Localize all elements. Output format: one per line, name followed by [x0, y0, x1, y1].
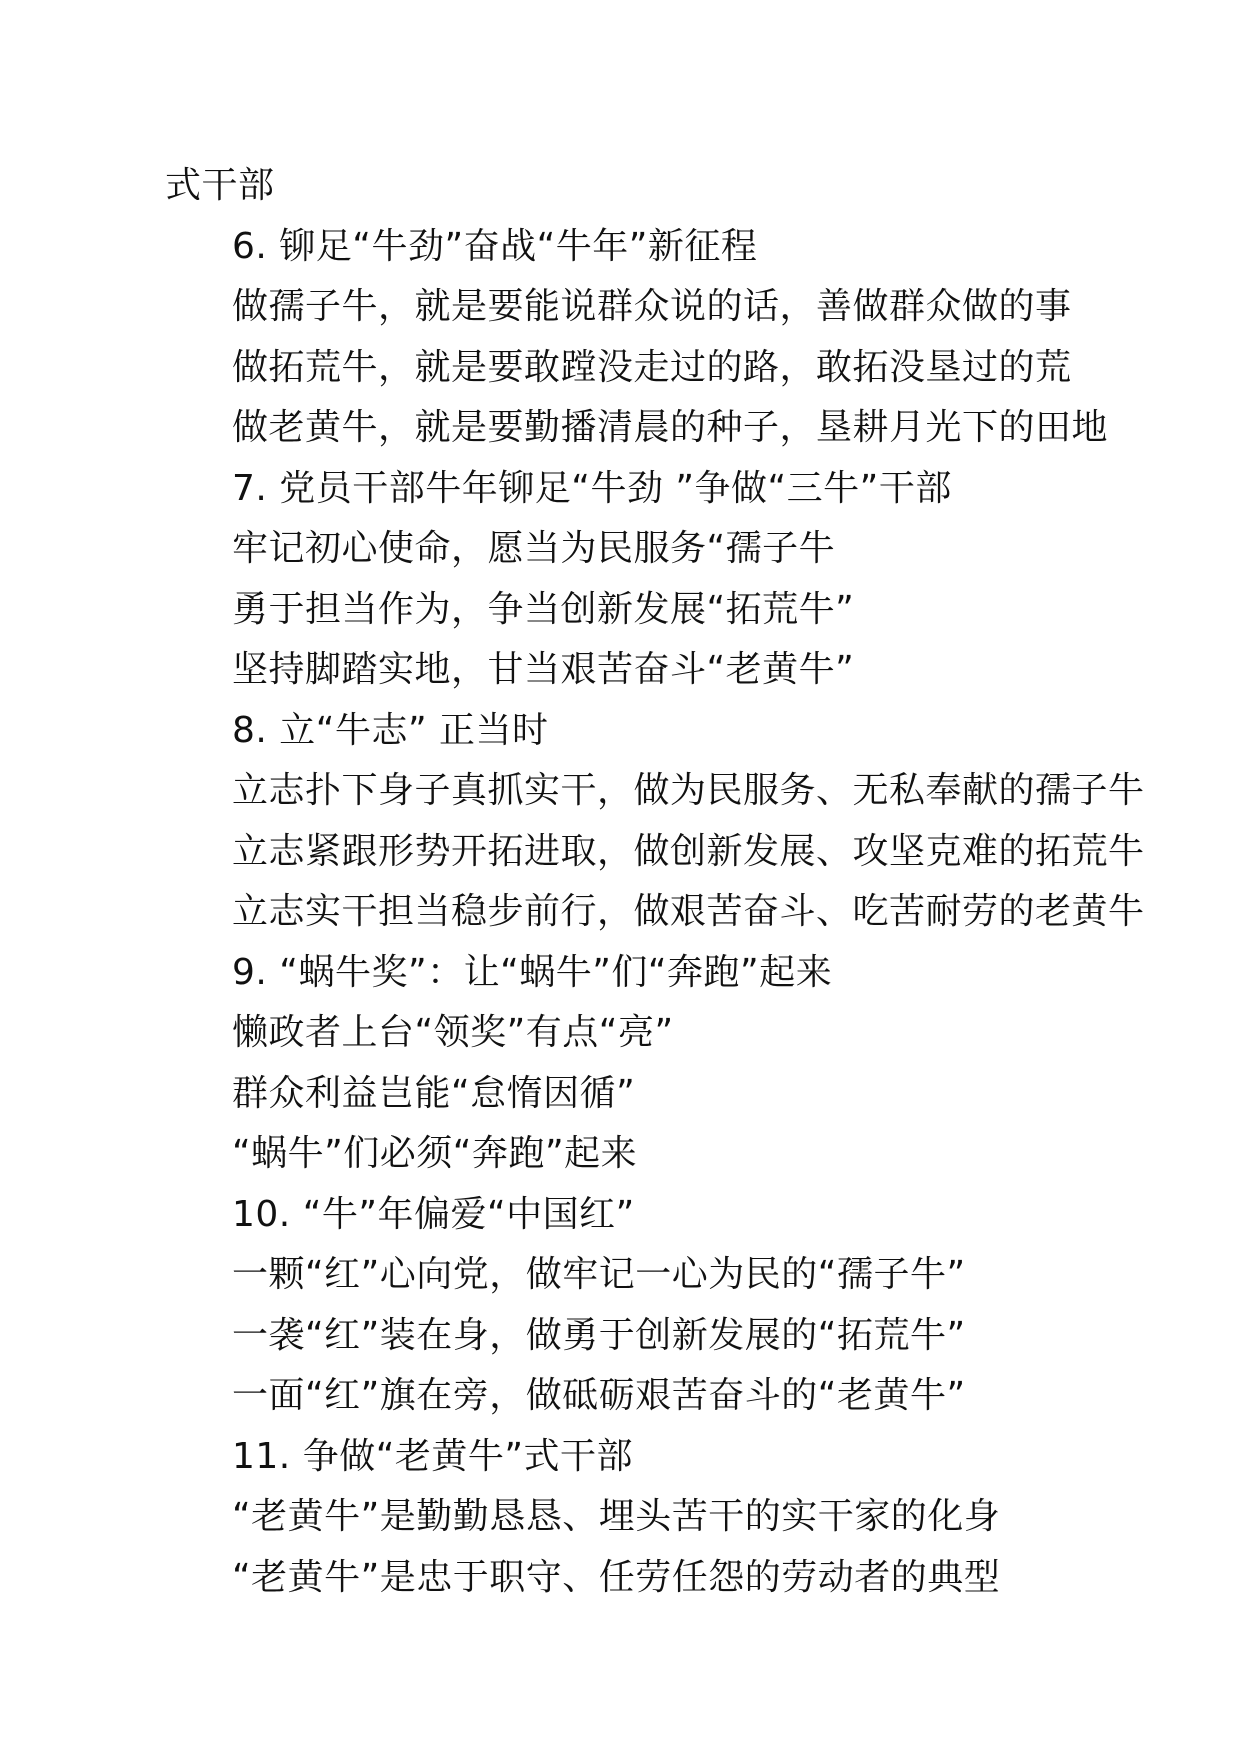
document-line: 式干部 — [165, 165, 275, 206]
document-line: 做老黄牛，就是要勤播清晨的种子，垦耕月光下的田地 — [232, 407, 1109, 448]
document-line: 立志紧跟形势开拓进取，做创新发展、攻坚克难的拓荒牛 — [232, 830, 1145, 872]
document-line: 立志扑下身子真抓实干，做为民服务、无私奉献的孺子牛 — [232, 770, 1145, 811]
document-line: “老黄牛”是勤勤恳恳、埋头苦干的实干家的化身 — [232, 1496, 1001, 1537]
document-line: 一面“红”旗在旁，做砥砺艰苦奋斗的“老黄牛” — [232, 1375, 966, 1416]
document-line: 勇于担当作为，争当创新发展“拓荒牛” — [232, 588, 855, 630]
document-line: 7. 党员干部牛年铆足“牛劲 ”争做“三牛”干部 — [232, 467, 952, 509]
document-line: 做孺子牛，就是要能说群众说的话，善做群众做的事 — [232, 286, 1072, 327]
document-line: 8. 立“牛志” 正当时 — [232, 709, 549, 751]
document-line: 一颗“红”心向党，做牢记一心为民的“孺子牛” — [232, 1254, 966, 1295]
document-line: 懒政者上台“领奖”有点“亮” — [232, 1012, 674, 1053]
document-line: 11. 争做“老黄牛”式干部 — [232, 1435, 633, 1477]
document-line: “老黄牛”是忠于职守、任劳任怨的劳动者的典型 — [232, 1556, 1001, 1598]
document-line: “蜗牛”们必须“奔跑”起来 — [232, 1133, 638, 1174]
document-line: 群众利益岂能“怠惰因循” — [232, 1072, 636, 1114]
document-line: 6. 铆足“牛劲”奋战“牛年”新征程 — [232, 225, 758, 267]
document-line: 9. “蜗牛奖”：让“蜗牛”们“奔跑”起来 — [232, 951, 833, 993]
document-line: 牢记初心使命，愿当为民服务“孺子牛 — [232, 528, 836, 569]
document-line: 立志实干担当稳步前行，做艰苦奋斗、吃苦耐劳的老黄牛 — [232, 891, 1145, 932]
document-line: 10. “牛”年偏爱“中国红” — [232, 1193, 635, 1235]
document-line: 一袭“红”装在身，做勇于创新发展的“拓荒牛” — [232, 1314, 966, 1356]
document-line: 做拓荒牛，就是要敢蹚没走过的路，敢拓没垦过的荒 — [232, 346, 1072, 388]
document-line: 坚持脚踏实地，甘当艰苦奋斗“老黄牛” — [232, 649, 855, 690]
